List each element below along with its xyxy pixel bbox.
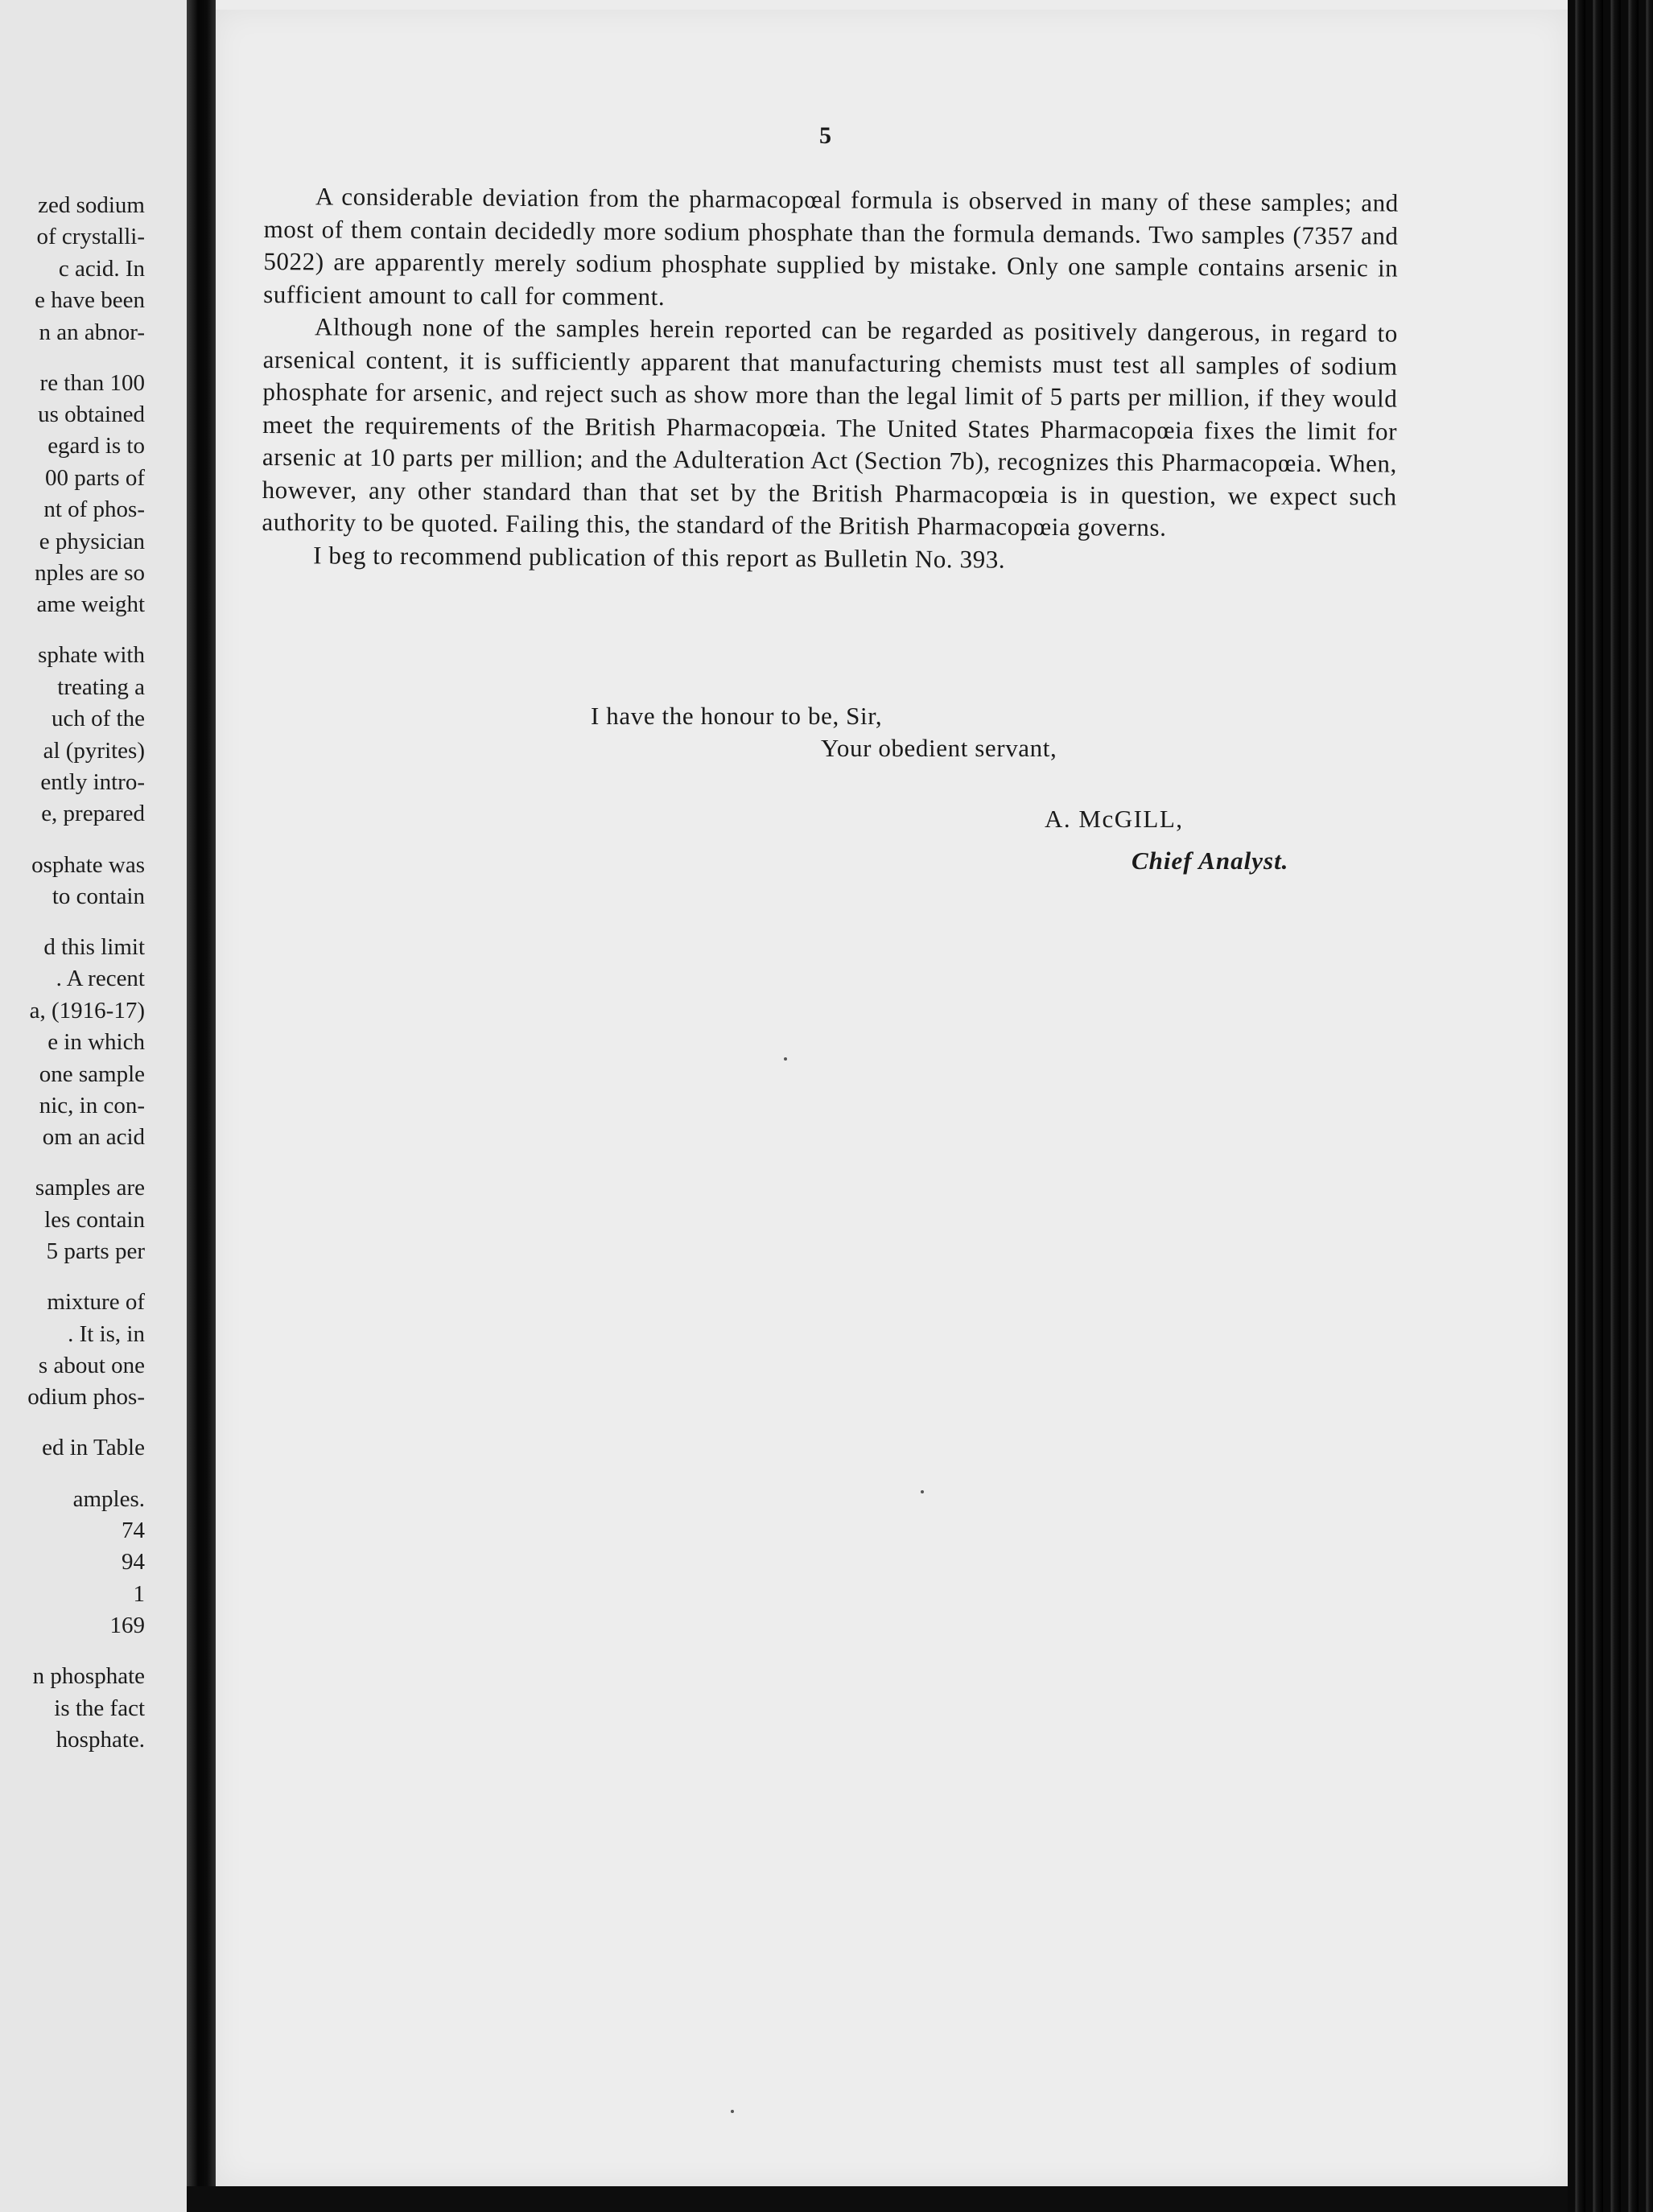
facing-page-line: nt of phos- <box>43 496 145 523</box>
facing-page-line: e, prepared <box>41 801 145 827</box>
facing-page-line: hosphate. <box>56 1726 145 1753</box>
facing-page-line: us obtained <box>38 402 145 428</box>
facing-page-line: uch of the <box>52 706 145 732</box>
facing-page-line: ame weight <box>36 591 145 618</box>
facing-page-line: 00 parts of <box>44 464 145 491</box>
facing-page-line: mixture of <box>47 1289 145 1316</box>
facing-page-line: a, (1916-17) <box>29 997 145 1024</box>
facing-page-line: 74 <box>122 1517 145 1543</box>
page-number: 5 <box>819 122 831 149</box>
facing-page-line: ed in Table <box>42 1435 145 1461</box>
facing-page-line: n an abnor- <box>39 319 145 345</box>
facing-page-line: e in which <box>47 1029 145 1056</box>
facing-page-line: al (pyrites) <box>43 737 145 764</box>
facing-page-line: c acid. In <box>58 255 145 282</box>
facing-page-line: nples are so <box>35 560 145 587</box>
scan-speck <box>921 1490 924 1493</box>
document-page <box>216 10 1568 2186</box>
facing-page-line: d this limit <box>43 933 145 960</box>
facing-page-line: ently intro- <box>40 769 145 796</box>
facing-page-line: om an acid <box>42 1124 145 1151</box>
facing-page-line: . It is, in <box>68 1320 145 1347</box>
report-body <box>262 180 1399 579</box>
facing-page-line: one sample <box>39 1061 145 1087</box>
facing-page-line: egard is to <box>47 433 145 459</box>
facing-page-line: s about one <box>38 1353 145 1379</box>
scan-speck <box>784 1057 787 1061</box>
signature-name: A. McGILL, <box>1045 805 1184 833</box>
scan-speck <box>731 2110 734 2113</box>
facing-page-line: zed sodium <box>38 192 145 218</box>
book-edge <box>1568 0 1653 2212</box>
facing-page-line: odium phos- <box>27 1384 145 1411</box>
paragraph-arsenic-standard: Although none of the samples herein reported can be regarded as positively dangerous, in regard to arsenical content, it is sufficiently apparent that manufacturing chemists must test all samples of sodium phosphate for arsenic, and reject such as show more than the legal limit of 5 parts per million, if they would meet the requirements of the British Pharmacopœia. The United States Pharmacopœia fixes the limit for arsenic at 10 parts per million; and the Adulteration Act (Section 7b), recognizes this Pharmacopœia. When, however, any other standard than that set by the British Pharmacopœia is in question, we expect such authority to be quoted. Failing this, the standard of the British Pharmacopœia governs. <box>262 312 1398 542</box>
facing-page-line: . A recent <box>56 966 145 992</box>
facing-page-line: sphate with <box>38 642 145 669</box>
signature-title: Chief Analyst. <box>1132 846 1289 875</box>
facing-page-line: 94 <box>122 1549 145 1576</box>
closing-salutation: I have the honour to be, Sir, <box>591 702 883 730</box>
facing-page-line: of crystalli- <box>36 224 145 250</box>
book-gutter <box>187 0 216 2212</box>
facing-page-line: 1 <box>133 1580 145 1607</box>
facing-page-line: les contain <box>44 1206 145 1233</box>
facing-page-line: e physician <box>39 528 145 554</box>
facing-page-line: amples. <box>72 1485 145 1512</box>
facing-page-line: nic, in con- <box>39 1092 145 1118</box>
facing-page-line: is the fact <box>54 1695 145 1721</box>
paragraph-recommendation: I beg to recommend publication of this report as Bulletin No. 393. <box>313 540 1006 574</box>
facing-page-line: e have been <box>35 287 145 314</box>
facing-page-fragment <box>0 0 187 2212</box>
paragraph-deviation: A considerable deviation from the pharmacopœal formula is observed in many of these samples; and most of them contain decidedly more sodium phosphate than the formula demands. Two samples (7357 and 5022) are apparently merely sodium phosphate supplied by mistake. Only one sample contains arsenic in sufficient amount to call for comment. <box>263 182 1399 311</box>
facing-page-line: treating a <box>57 673 145 700</box>
facing-page-line: n phosphate <box>32 1663 145 1690</box>
facing-page-line: samples are <box>35 1175 145 1201</box>
facing-page-line: osphate was <box>31 851 145 878</box>
facing-page-line: 169 <box>109 1613 145 1639</box>
facing-page-line: to contain <box>52 883 145 909</box>
scan-border <box>187 2186 1568 2212</box>
facing-page-line: 5 parts per <box>46 1238 145 1265</box>
facing-page-line: re than 100 <box>39 369 145 396</box>
closing-servant: Your obedient servant, <box>821 734 1057 762</box>
